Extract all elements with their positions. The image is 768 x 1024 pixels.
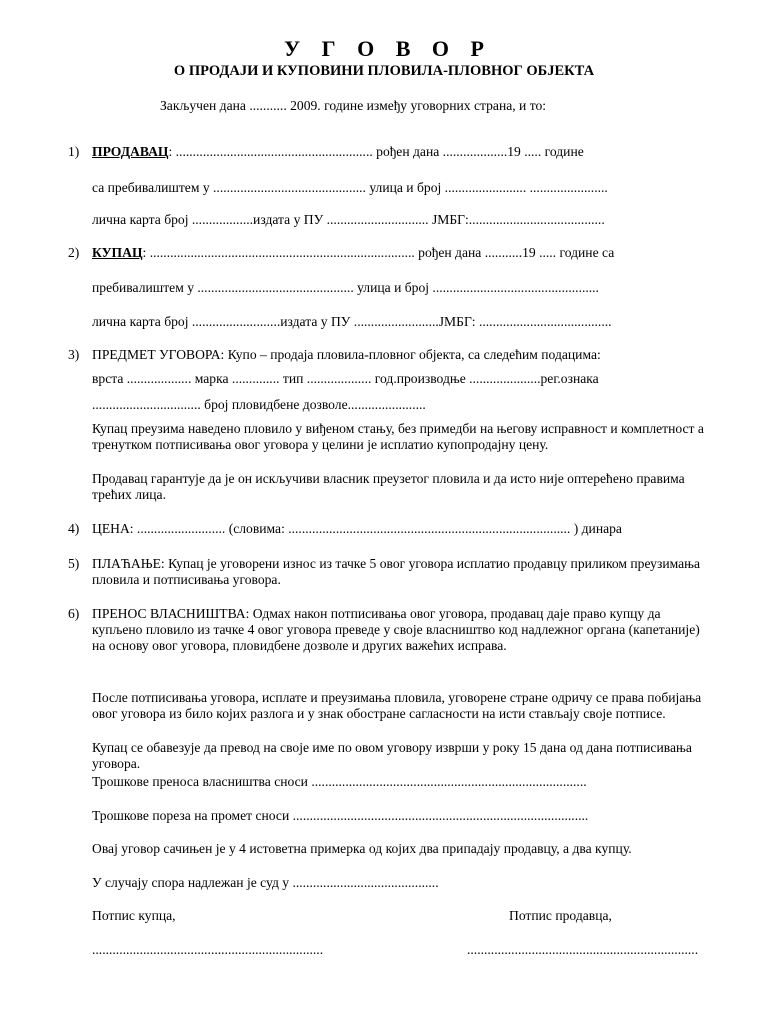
buyer-residence-line: пребивалиштем у .............................................. улица и број .................................................	[92, 280, 599, 295]
seller-residence-line: са пребивалиштем у ............................................. улица и број ........................ .......................	[92, 180, 608, 195]
intro-line: Закључен дана ........... 2009. године између уговорних страна, и то:	[160, 98, 547, 113]
seller-guarantee-paragraph: Продавац гарантује да је он искључиви власник преузетог пловила и да исто није оптерећено правима трећих лица.	[92, 471, 685, 502]
section-2-number: 2)	[68, 245, 80, 260]
section-3-number: 3)	[68, 347, 80, 362]
payment-paragraph: ПЛАЋАЊЕ: Купац је уговорени износ из тачке 5 овог уговора исплатио продавцу приликом преузимања пловила и потписивања уговора.	[92, 556, 701, 587]
section-6-number: 6)	[68, 606, 80, 621]
section-5-number: 5)	[68, 556, 80, 571]
copies-paragraph: Овај уговор сачињен је у 4 истоветна примерка од којих два припадају продавцу, а два купцу.	[92, 841, 632, 856]
buyer-id-line: лична карта број ..........................издата у ПУ .........................ЈМБГ: .......................................	[92, 314, 612, 329]
buyer-signature-label: Потпис купца,	[92, 908, 176, 923]
tax-costs-line: Трошкове пореза на промет сноси .......................................................................................	[92, 808, 589, 823]
subject-heading-line: ПРЕДМЕТ УГОВОРА: Купо – продаја пловила-пловног објекта, са следећим подацима:	[92, 347, 601, 362]
vessel-fields-line: врста ................... марка .............. тип ................... год.производње .....................рег.ознака	[92, 371, 599, 386]
seller-label: ПРОДАВАЦ	[92, 144, 169, 159]
buyer-line-1	[92, 245, 614, 261]
buyer-birth-fields: : .............................................................................. рођен дана ...........19 ..... године са	[142, 245, 615, 260]
seller-id-line: лична карта број ..................издата у ПУ .............................. ЈМБГ:........................................	[92, 212, 605, 227]
acceptance-paragraph: Купац преузима наведено пловило у виђеном стању, без примедби на његову исправност и комплетност а тренутком потписивања овог уговора у целини је исплатио купопродајну цену.	[92, 421, 704, 452]
seller-birth-fields: : .......................................................... рођен дана ...................19 ..... године	[168, 144, 584, 159]
seller-signature-label: Потпис продавца,	[509, 908, 612, 923]
seller-line-1	[92, 144, 584, 160]
section-1-number: 1)	[68, 144, 80, 159]
registration-deadline-paragraph: Купац се обавезује да превод на своје име по овом уговору изврши у року 15 дана од дана потписивања уговора.	[92, 740, 692, 771]
vessel-license-line: ................................ број пловидбене дозволе.......................	[92, 397, 426, 412]
section-4-number: 4)	[68, 521, 80, 536]
page-subtitle: О ПРОДАЈИ И КУПОВИНИ ПЛОВИЛА-ПЛОВНОГ ОБЈЕКТА	[173, 63, 595, 79]
page-title: У Г О В О Р	[284, 36, 492, 61]
buyer-signature-line: ....................................................................	[92, 942, 324, 957]
buyer-label: КУПАЦ	[92, 245, 143, 260]
transfer-costs-line: Трошкове преноса власништва сноси .................................................................................	[92, 774, 587, 789]
jurisdiction-line: У случају спора надлежан је суд у ...........................................	[92, 875, 439, 890]
ownership-transfer-paragraph: ПРЕНОС ВЛАСНИШТВА: Одмах након потписивања овог уговора, продавац даје право купцу да купљено пловило из тачке 4 овог уговора преведе у своје власништво код надлежног органа (капетаније) на основу овог уговора, пловидбене дозволе и других важећих исправа.	[92, 606, 700, 653]
waiver-paragraph: После потписивања уговора, исплате и преузимања пловила, уговорене стране одричу се права побијања овог уговора из било којих разлога и у знак обостране сагласности на исти стављају своје потписе.	[92, 690, 702, 721]
seller-signature-line: ....................................................................	[467, 942, 699, 957]
price-line: ЦЕНА: .......................... (словима: ................................................................................... ) динара	[92, 521, 622, 536]
